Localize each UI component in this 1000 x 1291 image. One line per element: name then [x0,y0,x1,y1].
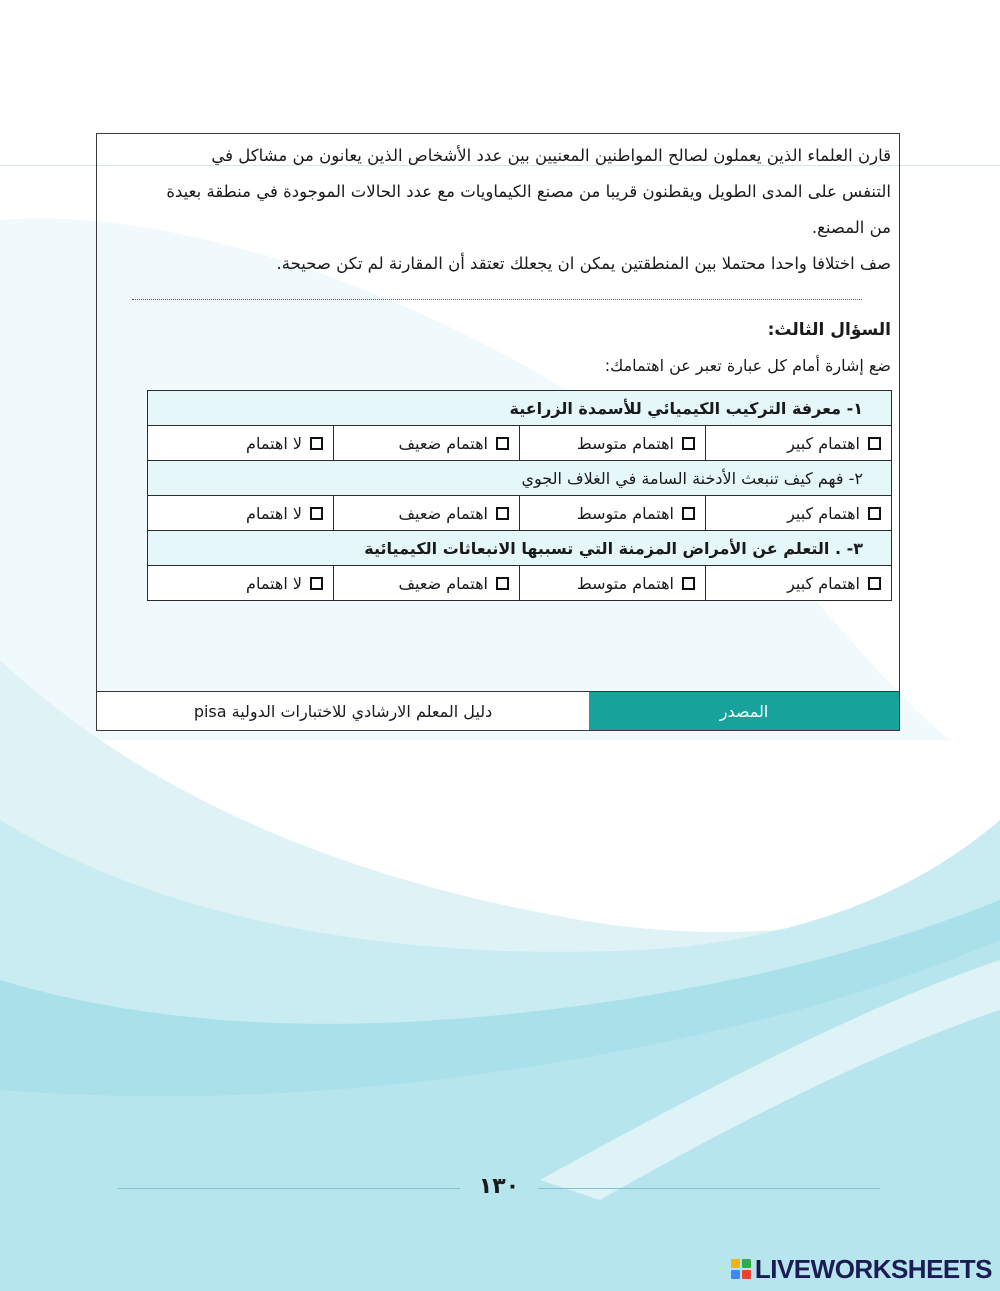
survey-item-label: ٣- . التعلم عن الأمراض المزمنة التي تسببها الانبعاثات الكيميائية [148,531,892,566]
option-label: اهتمام ضعيف [398,574,488,593]
survey-options-row [148,426,892,461]
survey-options-row [148,496,892,531]
brand-square [731,1270,740,1279]
option-high[interactable] [706,496,892,531]
option-none[interactable] [148,496,334,531]
footer-rule-right [538,1188,880,1189]
worksheet-frame [96,133,900,731]
survey-item-row [148,531,892,566]
option-label: لا اهتمام [246,574,302,593]
option-label: اهتمام كبير [787,574,860,593]
checkbox-icon[interactable] [310,437,323,450]
question-title: السؤال الثالث: [767,320,891,340]
page-number: ١٣٠ [478,1174,520,1199]
option-high[interactable] [706,566,892,601]
survey-options-row [148,566,892,601]
option-label: اهتمام متوسط [576,574,674,593]
checkbox-icon[interactable] [496,507,509,520]
question-instruction: ضع إشارة أمام كل عبارة تعبر عن اهتمامك: [604,356,891,375]
checkbox-icon[interactable] [868,507,881,520]
source-text: دليل المعلم الارشادي للاختبارات الدولية pisa [193,701,493,721]
brand-square [742,1270,751,1279]
option-medium[interactable] [520,426,706,461]
option-low[interactable] [334,426,520,461]
brand-square [731,1259,740,1268]
survey-item-label: ٢- فهم كيف تنبعث الأدخنة السامة في الغلاف الجوي [148,461,892,496]
source-value [97,692,589,730]
paragraph-line-4: صف اختلافا واحدا محتملا بين المنطقتين يمكن ان يجعلك تعتقد أن المقارنة لم تكن صحيحة. [276,254,891,273]
option-none[interactable] [148,426,334,461]
option-label: اهتمام متوسط [576,504,674,523]
option-label: اهتمام كبير [787,434,860,453]
option-label: اهتمام متوسط [576,434,674,453]
brand-grid-icon [731,1259,751,1279]
survey-item-row [148,461,892,496]
checkbox-icon[interactable] [496,437,509,450]
option-label: لا اهتمام [246,504,302,523]
source-bar [97,691,899,730]
source-label: المصدر [589,692,899,730]
paragraph-line-2: التنفس على المدى الطويل ويقطنون قريبا من مصنع الكيماويات مع عدد الحالات الموجودة في منطقة بعيدة [166,182,891,201]
interest-survey-table [147,390,892,601]
option-none[interactable] [148,566,334,601]
option-label: اهتمام ضعيف [398,434,488,453]
answer-dotted-line[interactable] [132,299,862,300]
checkbox-icon[interactable] [310,507,323,520]
option-label: اهتمام ضعيف [398,504,488,523]
brand-square [742,1259,751,1268]
survey-item-row [148,391,892,426]
brand-logo[interactable] [731,1254,992,1284]
checkbox-icon[interactable] [496,577,509,590]
checkbox-icon[interactable] [868,437,881,450]
brand-name: LIVEWORKSHEETS [754,1253,992,1284]
checkbox-icon[interactable] [868,577,881,590]
survey-item-label: ١- معرفة التركيب الكيميائي للأسمدة الزراعية [148,391,892,426]
option-medium[interactable] [520,496,706,531]
checkbox-icon[interactable] [682,577,695,590]
option-low[interactable] [334,496,520,531]
paragraph-line-3: من المصنع. [811,218,891,237]
option-low[interactable] [334,566,520,601]
option-label: اهتمام كبير [787,504,860,523]
checkbox-icon[interactable] [682,437,695,450]
paragraph-line-1: قارن العلماء الذين يعملون لصالح المواطنين المعنيين بين عدد الأشخاص الذين يعانون من مشاكل في [211,146,891,165]
option-label: لا اهتمام [246,434,302,453]
footer-rule-left [118,1188,460,1189]
checkbox-icon[interactable] [310,577,323,590]
checkbox-icon[interactable] [682,507,695,520]
option-high[interactable] [706,426,892,461]
option-medium[interactable] [520,566,706,601]
